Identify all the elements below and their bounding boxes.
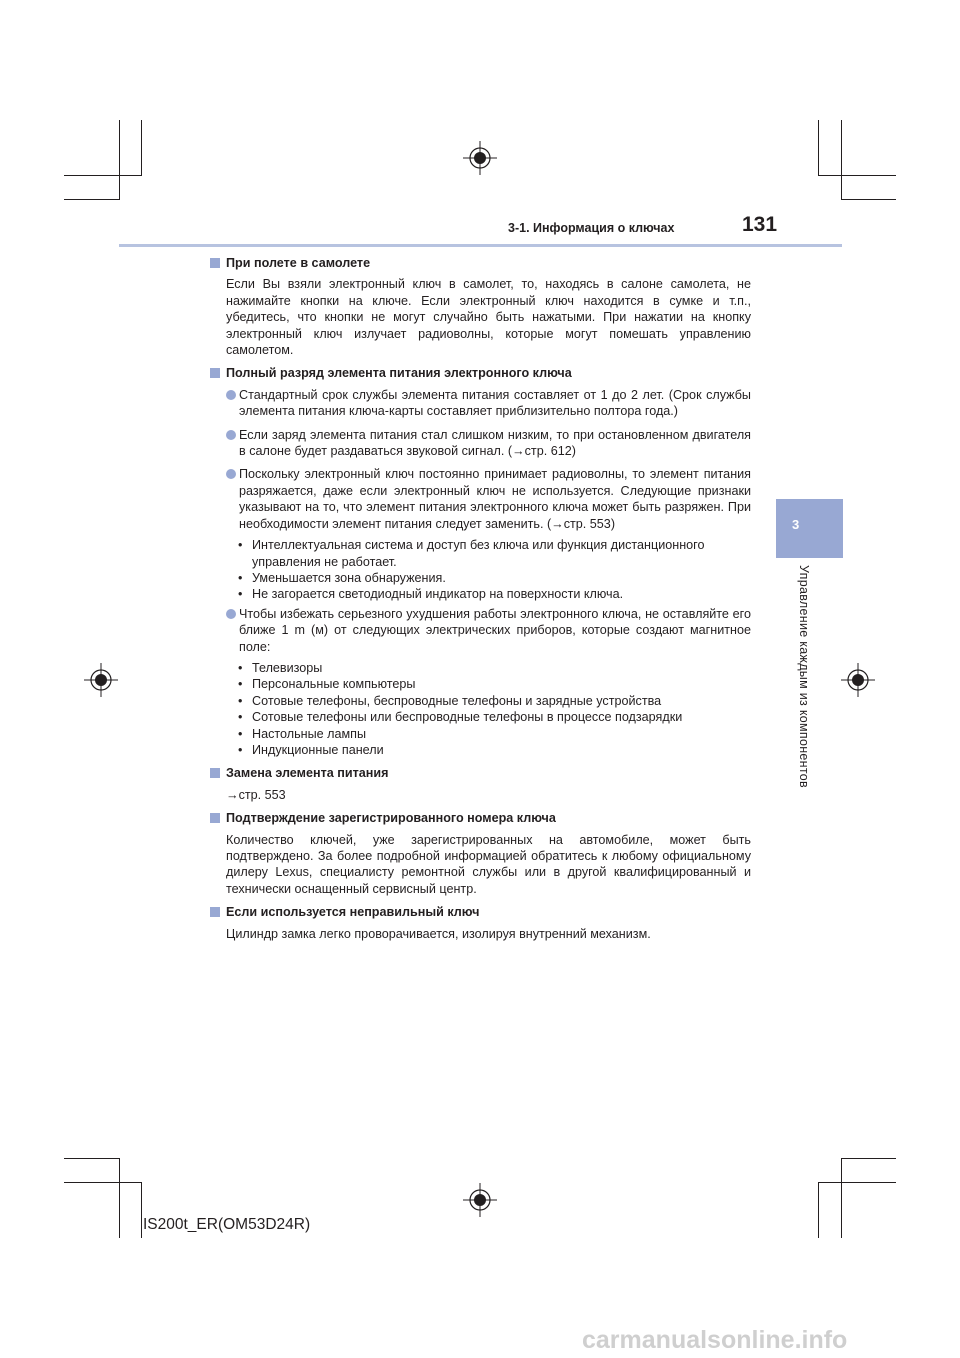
registration-target-bottom-icon <box>463 1183 497 1217</box>
crop-mark-top-right-h <box>818 175 896 176</box>
page-reference: →стр. 553 <box>226 787 286 802</box>
list-item: • Сотовые телефоны, беспроводные телефоны и зарядные устройства <box>238 693 751 709</box>
crop-mark-bottom-left-h <box>64 1158 120 1159</box>
page-content <box>210 255 751 949</box>
list-item: • Уменьшается зона обнаружения. <box>238 570 751 586</box>
crop-mark-bottom-right-h <box>841 1158 896 1159</box>
battery-signs-list <box>238 537 751 603</box>
bullet-text: Стандартный срок службы элемента питания составляет от 1 до 2 лет. (Срок службы элемента питания ключа-карты составляет приблизительно полтора года.) <box>239 387 751 419</box>
square-bullet-icon <box>210 258 220 268</box>
square-bullet-icon <box>210 907 220 917</box>
list-item: • Сотовые телефоны или беспроводные телефоны в процессе подзарядки <box>238 709 751 725</box>
bullet-item <box>226 387 751 420</box>
bullet-item <box>226 606 751 655</box>
circle-bullet-icon <box>226 469 236 479</box>
bullet-text: Поскольку электронный ключ постоянно принимает радиоволны, то элемент питания разряжается, даже если электронный ключ не используется. Следующие признаки указывают на то, что элемент питания электронного ключа может быть разряжен. При необходимости элемент питания следует заменить. (→стр. 553) <box>239 467 751 531</box>
square-bullet-icon <box>210 768 220 778</box>
page-number: 131 <box>742 213 778 236</box>
crop-mark-top-left-h2 <box>64 199 120 200</box>
circle-bullet-icon <box>226 390 236 400</box>
crop-mark-bottom-left-v <box>119 1158 120 1238</box>
bullet-text: Чтобы избежать серьезного ухудшения работы электронного ключа, не оставляйте его ближе 1 m (м) от следующих электрических приборов, которые создают магнитное поле: <box>239 606 751 654</box>
section-title: 3-1. Информация о ключах <box>508 221 675 235</box>
crop-mark-top-left-h <box>64 175 142 176</box>
circle-bullet-icon <box>226 430 236 440</box>
registration-target-top-icon <box>463 141 497 175</box>
heading-text: Если используется неправильный ключ <box>226 905 480 920</box>
crop-mark-top-right-h2 <box>841 199 896 200</box>
heading-text: При полете в самолете <box>226 256 371 270</box>
list-item: • Телевизоры <box>238 660 751 676</box>
section-paragraph: Если Вы взяли электронный ключ в самолет, то, находясь в салоне самолета, не нажимайте кнопки на ключе. Если электронный ключ находится в сумке и т.п., убедитесь, что кнопки не могут случайно быть нажатыми. При нажатии на кнопку электронный ключ излучает радиоволны, которые могут помешать управлению самолетом. <box>226 277 751 358</box>
chapter-tab <box>776 499 843 558</box>
document-code: IS200t_ER(OM53D24R) <box>143 1216 311 1233</box>
chapter-side-label: Управление каждым из компонентов <box>797 565 811 788</box>
registration-target-left-icon <box>84 663 118 697</box>
list-item: • Не загорается светодиодный индикатор на поверхности ключа. <box>238 586 751 602</box>
list-item: • Индукционные панели <box>238 742 751 758</box>
section-paragraph: Количество ключей, уже зарегистрированных на автомобиле, может быть подтверждено. За более подробной информацией обратитесь к любому официальному дилеру Lexus, специалисту ремонтной службы или в другой квалифицированный и технически оснащенный сервисный центр. <box>226 832 751 896</box>
list-item: • Настольные лампы <box>238 726 751 742</box>
section-heading <box>210 365 751 381</box>
section-paragraph: Цилиндр замка легко проворачивается, изолируя внутренний механизм. <box>226 926 651 941</box>
chapter-number: 3 <box>792 517 800 532</box>
crop-mark-bottom-right-v <box>841 1158 842 1238</box>
watermark: carmanualsonline.info <box>582 1326 848 1354</box>
bullet-text: Если заряд элемента питания стал слишком низким, то при остановленном двигателя в салоне будет раздаваться звуковой сигнал. (→стр. 612) <box>239 427 751 459</box>
crop-mark-top-right-v <box>818 120 819 175</box>
list-item: • Интеллектуальная система и доступ без ключа или функция дистанционного управления не работает. <box>238 537 751 570</box>
heading-text: Замена элемента питания <box>226 766 389 781</box>
circle-bullet-icon <box>226 609 236 619</box>
crop-mark-top-left-v <box>119 120 120 200</box>
bullet-item <box>226 427 751 460</box>
heading-text: Полный разряд элемента питания электронного ключа <box>226 366 572 381</box>
crop-mark-bottom-right-h2 <box>818 1182 896 1183</box>
square-bullet-icon <box>210 813 220 823</box>
bullet-item <box>226 466 751 532</box>
header-rule <box>119 244 842 247</box>
crop-mark-bottom-left-h2 <box>64 1182 142 1183</box>
registration-target-right-icon <box>841 663 875 697</box>
crop-mark-top-right-v2 <box>841 120 842 200</box>
list-item: • Персональные компьютеры <box>238 676 751 692</box>
section-heading <box>210 765 751 781</box>
section-heading <box>210 810 751 826</box>
crop-mark-bottom-left-v2 <box>141 1182 142 1238</box>
heading-text: Подтверждение зарегистрированного номера ключа <box>226 811 556 826</box>
section-heading <box>210 255 751 271</box>
crop-mark-bottom-right-v2 <box>818 1182 819 1238</box>
square-bullet-icon <box>210 368 220 378</box>
crop-mark-top-left-v2 <box>141 120 142 175</box>
devices-list <box>238 660 751 758</box>
section-heading <box>210 904 751 920</box>
